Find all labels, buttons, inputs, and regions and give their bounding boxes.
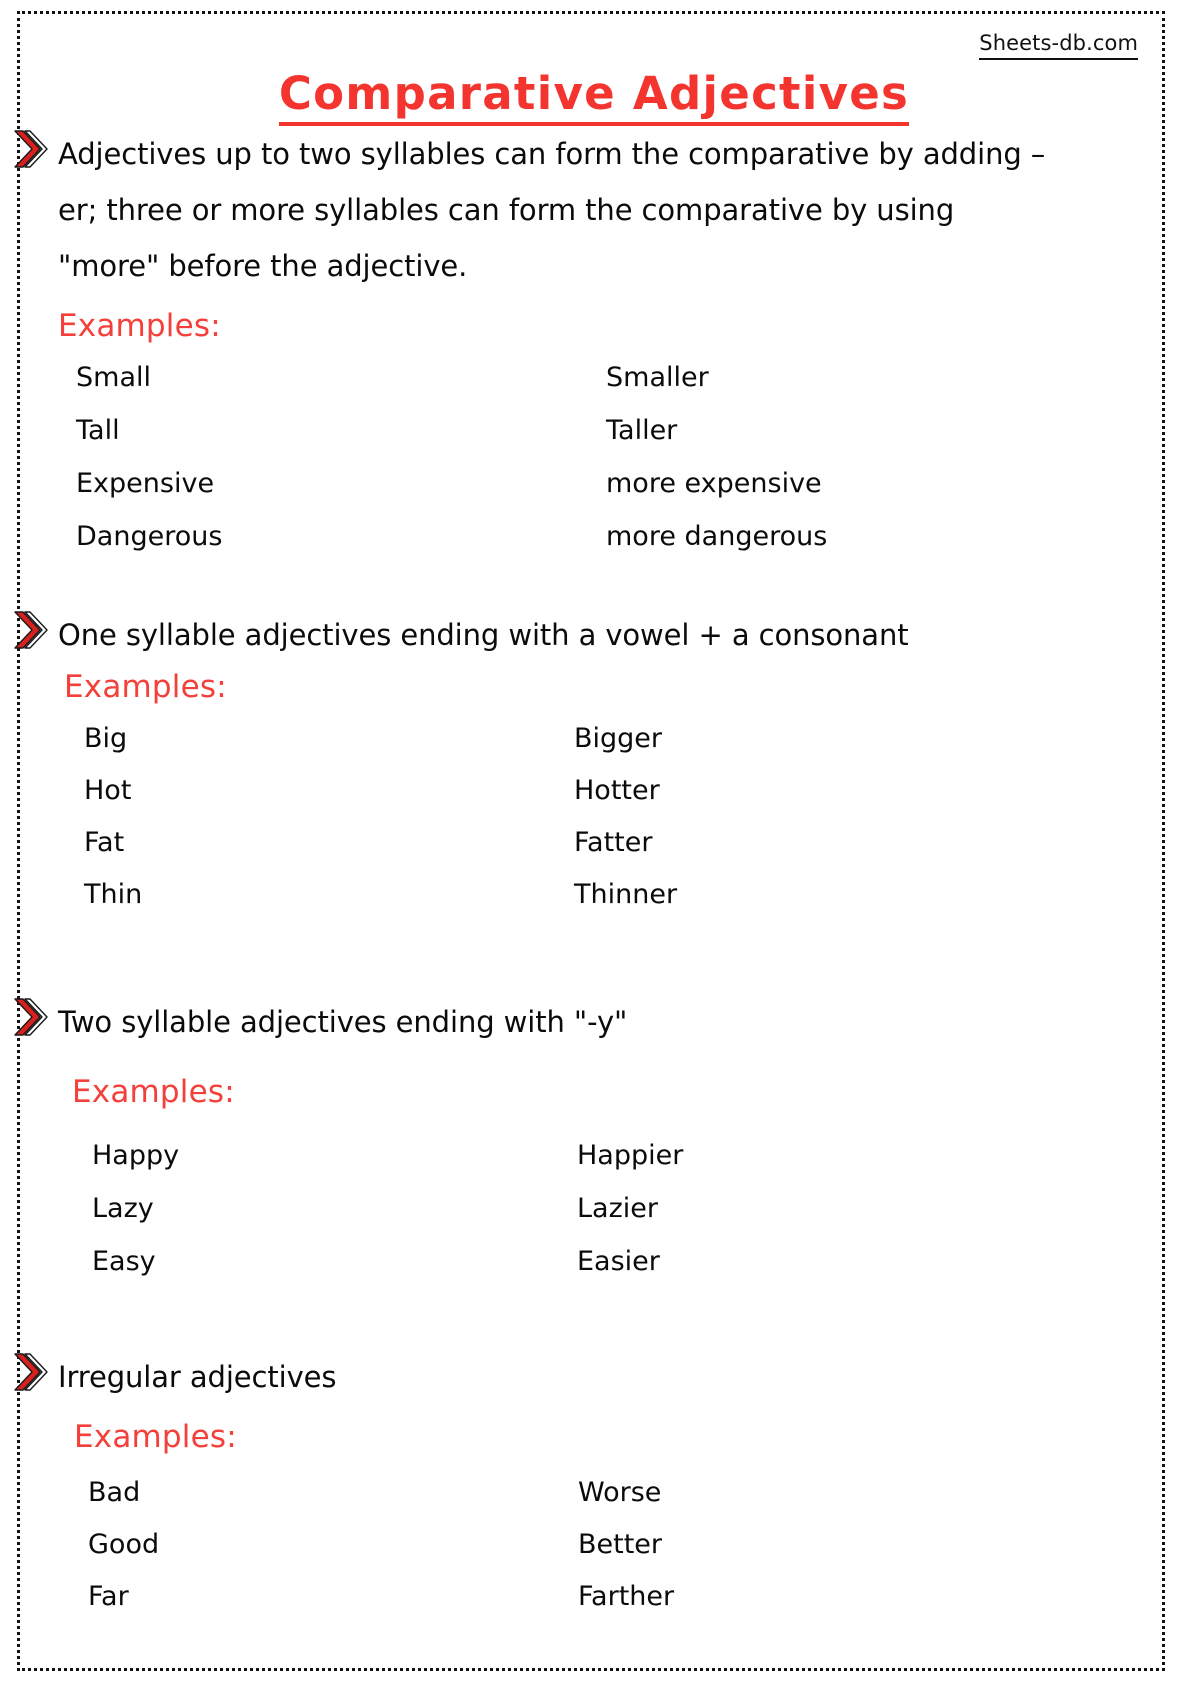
adjective-comparative: Easier [577,1246,660,1277]
site-credit-text: Sheets-db.com [979,31,1138,60]
adjective-base: Lazy [92,1193,154,1224]
adjective-base: Tall [76,415,120,446]
rule-text: Adjectives up to two syllables can form the comparative by adding –er; three or more syllables can form the comparative by using "more" before the adjective. [58,137,1046,283]
word-pair-table [92,1140,1190,1299]
rule-section [24,607,1164,931]
adjective-base: Happy [92,1140,180,1171]
rule-heading [24,994,1164,1050]
adjective-comparative: more expensive [606,468,822,499]
table-row [88,1581,1190,1633]
page-title-text: Comparative Adjectives [279,67,909,126]
examples-label: Examples: [72,1074,235,1110]
table-row [92,1193,1190,1246]
page-title [24,67,1164,120]
adjective-base: Good [88,1529,160,1560]
double-chevron-icon [14,609,48,651]
double-chevron-icon [14,996,48,1038]
adjective-base: Big [84,723,128,754]
rule-section [24,1349,1164,1633]
word-pair-table [88,1477,1190,1633]
examples-label: Examples: [64,669,227,705]
rule-text: Irregular adjectives [58,1360,337,1394]
rule-heading [24,1349,1164,1405]
adjective-comparative: more dangerous [606,521,828,552]
table-row [88,1529,1190,1581]
table-row [76,415,1190,468]
adjective-base: Far [88,1581,129,1612]
table-row [76,468,1190,521]
table-row [76,521,1190,574]
rule-text: One syllable adjectives ending with a vowel + a consonant [58,618,909,652]
table-row [88,1477,1190,1529]
word-pair-table [84,723,1190,931]
adjective-comparative: Hotter [574,775,660,806]
table-row [76,362,1190,415]
adjective-comparative: Fatter [574,827,653,858]
double-chevron-icon [14,128,48,170]
rule-sections [24,126,1164,1633]
adjective-base: Fat [84,827,125,858]
adjective-comparative: Happier [577,1140,684,1171]
table-row [92,1140,1190,1193]
adjective-comparative: Better [578,1529,663,1560]
word-pair-table [76,362,1190,574]
table-row [84,827,1190,879]
adjective-comparative: Lazier [577,1193,658,1224]
examples-label: Examples: [58,308,221,344]
table-row [84,723,1190,775]
adjective-base: Dangerous [76,521,223,552]
adjective-comparative: Taller [606,415,678,446]
adjective-comparative: Smaller [606,362,709,393]
rule-heading [24,607,1164,663]
adjective-base: Easy [92,1246,156,1277]
site-credit [24,0,1164,55]
table-row [84,775,1190,827]
adjective-base: Hot [84,775,132,806]
rule-text: Two syllable adjectives ending with "-y" [58,1005,628,1039]
rule-heading [24,126,1164,294]
adjective-base: Thin [84,879,143,910]
rule-section [24,126,1164,574]
adjective-base: Expensive [76,468,215,499]
adjective-comparative: Farther [578,1581,675,1612]
examples-label: Examples: [74,1419,237,1455]
adjective-comparative: Bigger [574,723,663,754]
adjective-base: Small [76,362,151,393]
double-chevron-icon [14,1351,48,1393]
adjective-comparative: Worse [578,1477,662,1508]
adjective-comparative: Thinner [574,879,678,910]
adjective-base: Bad [88,1477,141,1508]
table-row [84,879,1190,931]
table-row [92,1246,1190,1299]
rule-section [24,994,1164,1299]
